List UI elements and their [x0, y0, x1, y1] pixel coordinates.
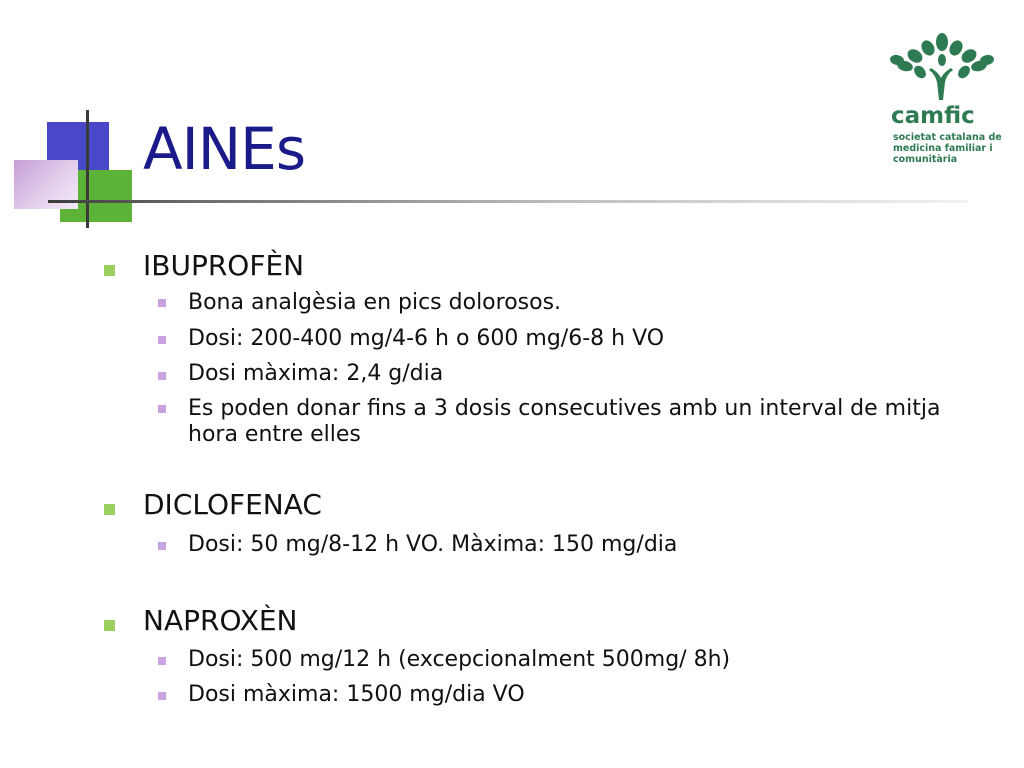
level2-bullet: [158, 372, 166, 380]
logo-wordmark: camfic: [891, 103, 975, 129]
list-item: Dosi: 500 mg/12 h (excepcionalment 500mg/ 8h): [188, 647, 731, 672]
list-item: Dosi: 50 mg/8-12 h VO. Màxima: 150 mg/dia: [188, 532, 678, 557]
list-item: Dosi màxima: 2,4 g/dia: [188, 361, 444, 386]
list-item: Bona analgèsia en pics dolorosos.: [188, 290, 562, 315]
level1-bullet: [104, 620, 115, 631]
list-item: Dosi: 200-400 mg/4-6 h o 600 mg/6-8 h VO: [188, 326, 665, 351]
section-heading: DICLOFENAC: [143, 488, 322, 521]
list-item: Dosi màxima: 1500 mg/dia VO: [188, 682, 525, 707]
level2-bullet: [158, 692, 166, 700]
level2-bullet: [158, 299, 166, 307]
level2-bullet: [158, 405, 166, 413]
section-heading: IBUPROFÈN: [143, 249, 305, 282]
level2-bullet: [158, 336, 166, 344]
level1-bullet: [104, 504, 115, 515]
section-heading: NAPROXÈN: [143, 604, 298, 637]
title-underline: [48, 200, 968, 203]
level2-bullet: [158, 542, 166, 550]
level1-bullet: [104, 265, 115, 276]
slide-title: AINEs: [143, 115, 306, 183]
decor-vertical-line: [86, 110, 89, 228]
level2-bullet: [158, 657, 166, 665]
logo-subtitle: societat catalana de medicina familiar i comunitària: [893, 132, 1002, 165]
list-item: Es poden donar fins a 3 dosis consecutives amb un interval de mitja hora entre elles: [188, 396, 941, 447]
